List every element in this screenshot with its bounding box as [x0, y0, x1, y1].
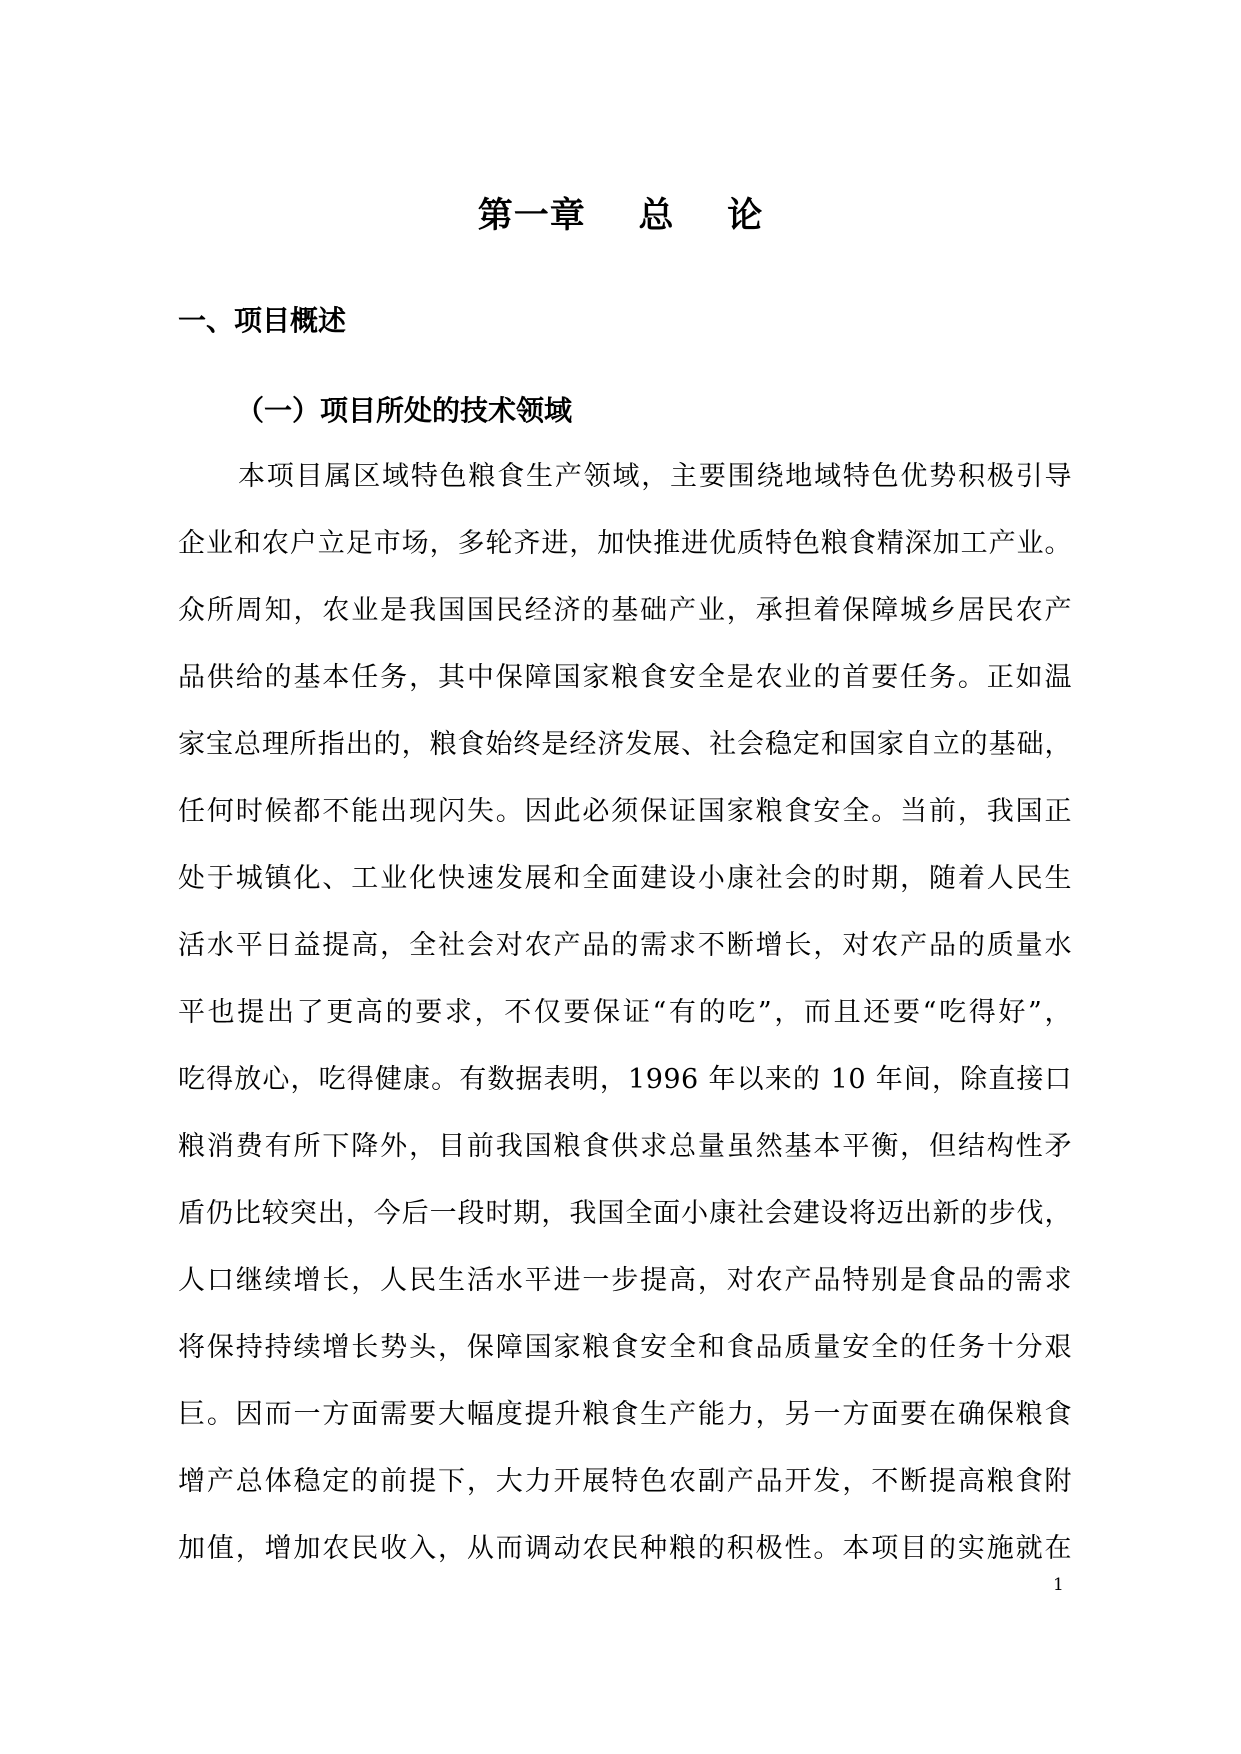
paragraph-line: 人口继续增长，人民生活水平进一步提高，对农产品特别是食品的需求	[178, 1265, 1072, 1296]
paragraph-line: 增产总体稳定的前提下，大力开展特色农副产品开发，不断提高粮食附	[178, 1466, 1072, 1497]
paragraph-line: 企业和农户立足市场，多轮齐进，加快推进优质特色粮食精深加工产业。	[178, 528, 1072, 559]
paragraph-line: 品供给的基本任务，其中保障国家粮食安全是农业的首要任务。正如温	[178, 662, 1072, 693]
paragraph-line: 任何时候都不能出现闪失。因此必须保证国家粮食安全。当前，我国正	[178, 796, 1072, 827]
subsection-heading: （一）项目所处的技术领域	[236, 394, 573, 427]
paragraph-line: 吃得放心，吃得健康。有数据表明，1996 年以来的 10 年间，除直接口	[178, 1064, 1072, 1095]
body-paragraph	[178, 457, 1072, 1596]
paragraph-line: 盾仍比较突出，今后一段时期，我国全面小康社会建设将迈出新的步伐，	[178, 1198, 1072, 1229]
paragraph-line: 本项目属区域特色粮食生产领域，主要围绕地域特色优势积极引导	[238, 461, 1072, 492]
page-number: 1	[1053, 1575, 1064, 1595]
paragraph-line: 众所周知，农业是我国国民经济的基础产业，承担着保障城乡居民农产	[178, 595, 1072, 626]
paragraph-line: 巨。因而一方面需要大幅度提升粮食生产能力，另一方面要在确保粮食	[178, 1399, 1072, 1430]
paragraph-line: 处于城镇化、工业化快速发展和全面建设小康社会的时期，随着人民生	[178, 863, 1072, 894]
paragraph-line: 加值，增加农民收入，从而调动农民种粮的积极性。本项目的实施就在	[178, 1533, 1072, 1564]
paragraph-line: 将保持持续增长势头，保障国家粮食安全和食品质量安全的任务十分艰	[178, 1332, 1072, 1363]
paragraph-line: 家宝总理所指出的，粮食始终是经济发展、社会稳定和国家自立的基础，	[178, 729, 1072, 760]
paragraph-line: 平也提出了更高的要求，不仅要保证“有的吃”，而且还要“吃得好”，	[178, 997, 1072, 1028]
paragraph-line: 活水平日益提高，全社会对农产品的需求不断增长，对农产品的质量水	[178, 930, 1072, 961]
chapter-title: 第一章 总 论	[477, 195, 764, 236]
paragraph-line: 粮消费有所下降外，目前我国粮食供求总量虽然基本平衡，但结构性矛	[178, 1131, 1072, 1162]
section-heading: 一、项目概述	[178, 304, 347, 337]
